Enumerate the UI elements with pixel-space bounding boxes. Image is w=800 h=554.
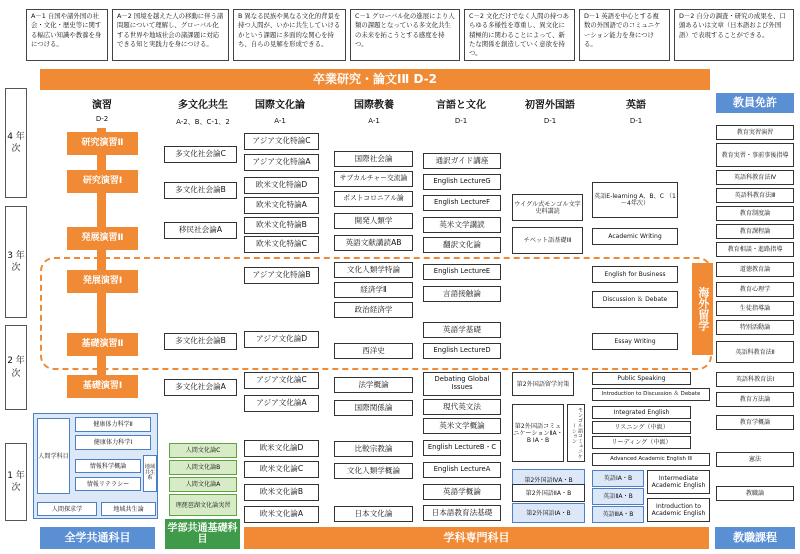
- teaching-item: 教育学概論: [716, 415, 794, 430]
- intl-liberal-item: 西洋史: [334, 343, 413, 359]
- seminar-research-1: 研究演習Ⅰ: [67, 170, 138, 193]
- intl-liberal-item: 文化人類学概論: [334, 463, 413, 479]
- intl-culture-item: アジア文化論D: [244, 331, 319, 348]
- teaching-item: 英語科教育法Ⅰ: [716, 372, 794, 387]
- teaching-item: 道徳教育論: [716, 262, 794, 277]
- intl-liberal-item: サブカルチャー交流論: [334, 171, 413, 187]
- header-first-foreign: 初習外国語: [525, 100, 575, 111]
- sub-seminar: D-2: [95, 115, 109, 123]
- teaching-item: 教育実習演習: [716, 125, 794, 140]
- language-culture-item: 日本語教育法基礎: [423, 505, 501, 521]
- multicultural-item: 多文化社会論B: [164, 182, 237, 199]
- sub-language-culture: D-1: [454, 117, 468, 125]
- seminar-advanced-2: 発展演習Ⅱ: [67, 227, 138, 250]
- intl-culture-item: アジア文化特論A: [244, 154, 319, 171]
- english-item: Intermediate Academic English: [647, 470, 710, 494]
- objective-b: B 異なる民族や異なる文化的背景を持つ人間が、いかに共生していけるかという課題に多面的な関心を持ち、自らの見解を形成できる。: [233, 9, 346, 61]
- teaching-item: 生徒指導論: [716, 301, 794, 316]
- objective-d1: D－1 英語を中心とする複数の外国語でのコミュニケーション能力を身につける。: [579, 9, 670, 61]
- common-item: 情報リテラシー: [75, 477, 141, 491]
- english-item: 英語ⅠA・B: [592, 470, 644, 487]
- multicultural-item: 多文化社会論B: [164, 333, 237, 350]
- header-seminar: 演習: [92, 100, 112, 111]
- seminar-advanced-1: 発展演習Ⅰ: [67, 270, 138, 293]
- first-foreign-item: ウイグル式モンゴル文字史料講読: [512, 194, 583, 221]
- language-culture-item: English LectureB・C: [423, 440, 501, 456]
- first-foreign-item: 第2外国語ⅡA・B: [512, 484, 585, 502]
- teaching-item: 英語科教育法Ⅲ: [716, 188, 794, 203]
- footer-specialized: 学科専門科目: [244, 527, 709, 549]
- intl-liberal-item: ポストコロニアル論: [334, 191, 413, 207]
- objective-a2: A－2 国境を越えた人の移動に伴う諸問題について理解し、グローバル化する世界や地域社会の諸課題に対応できる知と実践力を身につける。: [112, 9, 229, 61]
- header-multicultural: 多文化共生: [178, 100, 228, 111]
- intl-liberal-item: 経済学Ⅱ: [334, 282, 413, 298]
- header-intl-liberal: 国際教養: [354, 100, 394, 111]
- objective-a1: A－1 自国や諸外国の社会・文化・歴史等に関する幅広い知識や教養を身につける。: [26, 9, 108, 61]
- english-item: リーディング（中級）: [592, 436, 691, 449]
- english-item: リスニング（中級）: [592, 421, 691, 434]
- teacher-license-header: 教員免許: [716, 93, 794, 113]
- intl-liberal-item: 開発人類学: [334, 213, 413, 229]
- first-foreign-item: 第2外国語ⅣA・B: [512, 469, 585, 491]
- intl-culture-item: 欧米文化論B: [244, 484, 319, 501]
- sub-multicultural: A-2、B、C-1、2: [176, 118, 230, 126]
- teaching-item: 教育課程論: [716, 224, 794, 239]
- seminar-research-2: 研究演習Ⅱ: [67, 132, 138, 155]
- teaching-item: 英語科教育法Ⅱ: [716, 341, 794, 363]
- teaching-item: 教育実習・事前事後指導: [716, 143, 794, 167]
- intl-liberal-item: 法学概論: [334, 377, 413, 393]
- intl-culture-item: 欧米文化論D: [244, 440, 319, 457]
- language-culture-item: English LectureE: [423, 264, 501, 280]
- first-foreign-item: 第2外国語ⅠA・B: [512, 503, 585, 523]
- english-item: Public Speaking: [592, 372, 691, 385]
- intl-liberal-item: 国際社会論: [334, 151, 413, 167]
- first-foreign-item: 第2外国語コミュニケーションⅡA・B ⅠA・B: [512, 404, 564, 462]
- intl-liberal-item: 文化人類学特論: [334, 262, 413, 278]
- english-item: Integrated English: [592, 406, 691, 419]
- english-item: English for Business: [592, 266, 678, 283]
- year-2: 2 年 次: [5, 325, 27, 410]
- teaching-item: 教育方法論: [716, 392, 794, 407]
- teaching-item: 教職論: [716, 486, 794, 501]
- first-foreign-item: 第2外国語留学対策: [512, 372, 574, 396]
- thesis-bar: 卒業研究・論文ⅠⅡ D-2: [40, 69, 710, 90]
- language-culture-item: English LectureA: [423, 462, 501, 478]
- footer-common: 全学共通科目: [40, 527, 155, 549]
- language-culture-item: English LectureF: [423, 195, 501, 211]
- intl-liberal-item: 英語文献講読AB: [334, 235, 413, 251]
- common-item: 健康体力科学Ⅰ: [75, 435, 151, 450]
- sub-intl-liberal: A-1: [368, 117, 380, 125]
- common-item: 地域共生論: [101, 502, 156, 516]
- multicultural-item: 多文化社会論C: [164, 146, 237, 163]
- header-language-culture: 言語と文化: [436, 100, 486, 111]
- sub-english: D-1: [629, 117, 643, 125]
- faculty-item: 人間文化論A: [169, 477, 237, 492]
- intl-liberal-item: 比較宗教論: [334, 441, 413, 457]
- intl-culture-item: アジア文化論C: [244, 372, 319, 389]
- year-1: 1 年 次: [5, 443, 27, 521]
- seminar-basic-2: 基礎演習Ⅱ: [67, 333, 138, 356]
- intl-culture-item: 欧米文化論A: [244, 506, 319, 523]
- intl-liberal-item: 日本文化論: [334, 506, 413, 522]
- language-culture-item: 英語学概論: [423, 484, 501, 500]
- intl-culture-item: アジア文化特論C: [244, 133, 319, 150]
- first-foreign-side: モンゴル語コミュニケーション: [567, 404, 585, 462]
- language-culture-item: 翻訳文化論: [423, 237, 501, 253]
- language-culture-item: 英米文学概論: [423, 418, 501, 434]
- year-3: 3 年 次: [5, 206, 27, 318]
- intl-culture-item: 欧米文化特論B: [244, 217, 319, 234]
- english-item: Essay Writing: [592, 333, 678, 350]
- intl-culture-item: 欧米文化特論C: [244, 236, 319, 253]
- year-4: 4 年 次: [5, 88, 27, 198]
- teaching-item: 特別活動論: [716, 320, 794, 335]
- intl-culture-item: 欧米文化特論D: [244, 177, 319, 194]
- teaching-item: 英語科教育法Ⅳ: [716, 170, 794, 185]
- footer-teaching: 教職課程: [715, 527, 795, 549]
- intl-culture-item: アジア文化特論B: [244, 267, 319, 284]
- teaching-item: 憲法: [716, 452, 794, 467]
- language-culture-item: Debating Global Issues: [423, 372, 501, 396]
- english-item: 英語ⅢA・B: [592, 506, 644, 523]
- faculty-item: 理琵琶湖文化論実習: [169, 494, 237, 516]
- multicultural-item: 移民社会論A: [164, 222, 237, 239]
- header-intl-culture: 国際文化論: [255, 100, 305, 111]
- common-vertical-1: 人間学科目: [37, 418, 70, 494]
- teaching-item: 教育制度論: [716, 206, 794, 221]
- intl-culture-item: アジア文化論A: [244, 395, 319, 412]
- language-culture-item: English LectureD: [423, 343, 501, 359]
- objective-c1: C－1 グローバル化の進展により人類の課題となっている多文化共生の未来を拓こうとする感度を持つ。: [350, 9, 460, 61]
- intl-culture-item: 欧米文化論C: [244, 461, 319, 478]
- common-item: 情報科学概論: [75, 459, 141, 473]
- sub-intl-culture: A-1: [274, 117, 286, 125]
- english-item: Academic Writing: [592, 228, 678, 245]
- faculty-item: 人間文化論C: [169, 443, 237, 458]
- footer-faculty: 学部共通基礎科目: [165, 519, 240, 549]
- teaching-item: 教育相談・進路指導: [716, 242, 794, 257]
- multicultural-item: 多文化社会論A: [164, 379, 237, 396]
- common-vertical-2: 地域共生系: [143, 455, 157, 492]
- intl-liberal-item: 政治経済学: [334, 302, 413, 318]
- first-foreign-item: チベット語基礎ⅠⅡ: [512, 227, 583, 254]
- language-culture-item: 英語学基礎: [423, 322, 501, 338]
- language-culture-item: 言語接触論: [423, 286, 501, 302]
- header-english: 英語: [626, 100, 646, 111]
- english-item: Discussion ＆ Debate: [592, 291, 678, 308]
- language-culture-item: 通訳ガイド講座: [423, 153, 501, 169]
- objective-d2: D－2 自分の調査・研究の成果を、口頭あるいは文章（日本語および外国語）で表現することができる。: [674, 9, 794, 61]
- english-item: Introduction to Discussion ＆ Debate: [592, 388, 710, 401]
- english-item: 英語ⅡA・B: [592, 488, 644, 505]
- sub-first-foreign: D-1: [543, 117, 557, 125]
- seminar-basic-1: 基礎演習Ⅰ: [67, 375, 138, 398]
- english-item: Advanced Academic English ⅠⅡ: [592, 453, 710, 466]
- english-item: 英語E-learning A、B、C （1～4年次）: [592, 182, 678, 218]
- language-culture-item: 英米文学講読: [423, 217, 501, 233]
- faculty-item: 人間文化論B: [169, 460, 237, 475]
- study-abroad: 海外留学: [692, 263, 713, 355]
- language-culture-item: English LectureG: [423, 174, 501, 190]
- common-item: 健康体力科学Ⅱ: [75, 417, 151, 432]
- teaching-item: 教育心理学: [716, 282, 794, 297]
- common-item: 人間探求学: [37, 502, 97, 516]
- english-item: Introduction to Academic English: [647, 498, 710, 522]
- objective-c2: C－2 文化だけでなく人間の持つあらゆる多様性を尊重し、異文化に積極的に関わることによって、新たな関係を創造していく意欲を持つ。: [464, 9, 575, 61]
- language-culture-item: 現代英文法: [423, 399, 501, 415]
- intl-culture-item: 欧米文化特論A: [244, 197, 319, 214]
- intl-liberal-item: 国際関係論: [334, 400, 413, 416]
